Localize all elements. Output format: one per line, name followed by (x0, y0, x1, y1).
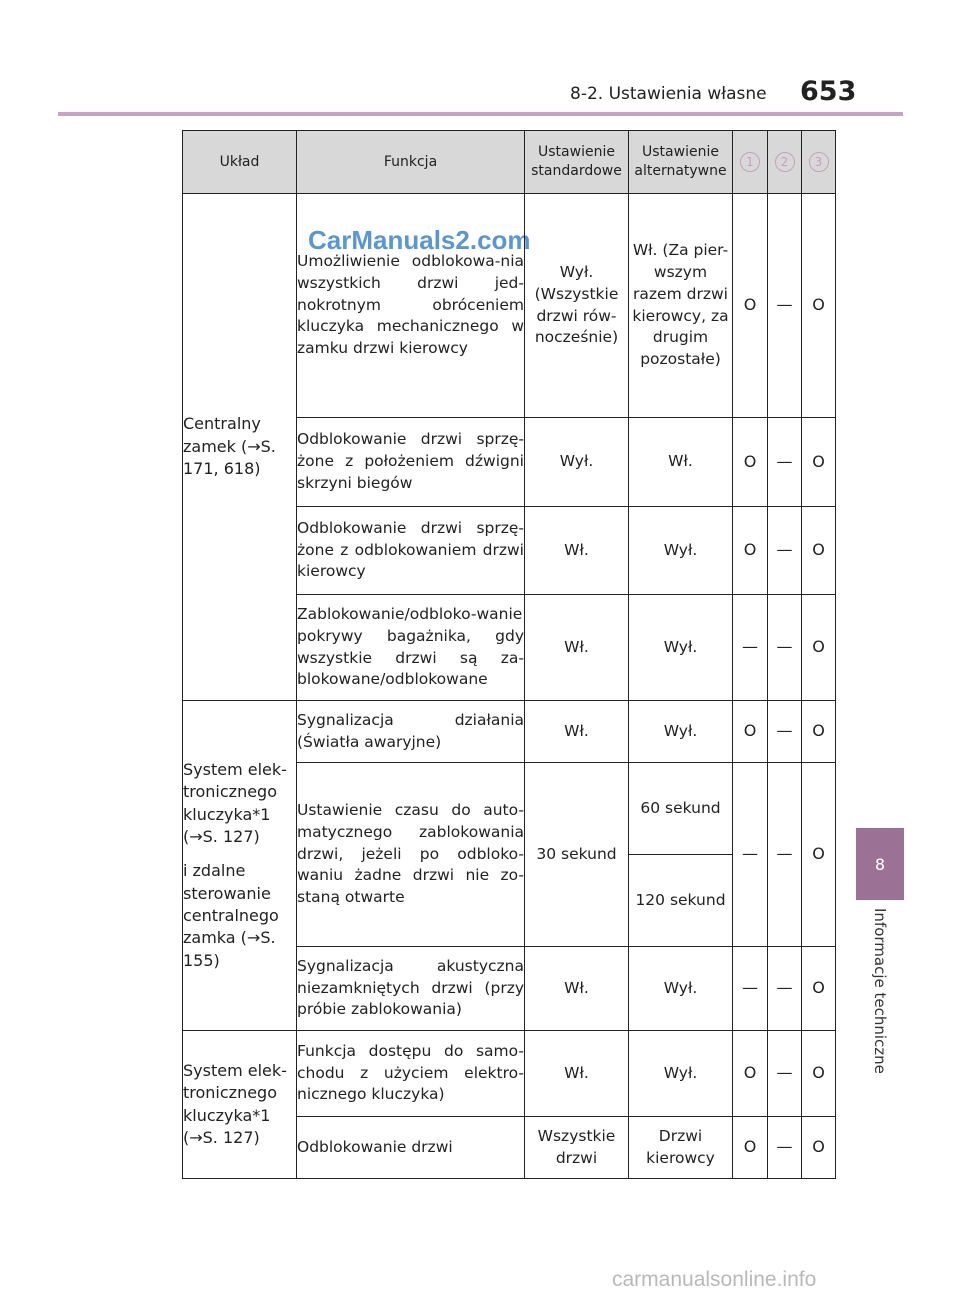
function-cell: Sygnalizacja działania (Światła awaryjne) (297, 701, 525, 763)
alternative-cell: Wył. (629, 701, 733, 763)
system-label: i zdalne sterowanie centralnego zamka (→S. 155) (183, 861, 279, 970)
mark-cell: — (733, 947, 768, 1031)
default-cell: Wł. (525, 507, 629, 595)
header-standard: Ustawienie standardowe (525, 131, 629, 194)
alternative-cell: Wył. (629, 595, 733, 701)
chapter-label: Informacje techniczne (871, 908, 889, 1074)
circled-3-icon: 3 (809, 152, 829, 172)
alternative-cell: Wł. (Za pier-wszym razem drzwi kierowcy, za drugim pozostałe) (629, 194, 733, 418)
function-cell: Ustawienie czasu do auto-matycznego zablokowania drzwi, jeżeli po odbloko-waniu żadne drzwi nie zo-staną otwarte (297, 763, 525, 947)
mark-cell: — (768, 1117, 802, 1179)
mark-cell: O (802, 595, 836, 701)
alternative-cell: Drzwi kierowcy (629, 1117, 733, 1179)
chapter-number: 8 (874, 854, 886, 874)
table-row (183, 1031, 836, 1117)
alternative-cell: Wył. (629, 507, 733, 595)
alternative-cell: Wył. (629, 947, 733, 1031)
mark-cell: O (802, 701, 836, 763)
function-cell: Funkcja dostępu do samo-chodu z użyciem elektro-nicznego kluczyka) (297, 1031, 525, 1117)
mark-cell: O (802, 1031, 836, 1117)
header-rule (58, 112, 903, 116)
function-cell: Odblokowanie drzwi sprzę-żone z odblokowaniem drzwi kierowcy (297, 507, 525, 595)
function-cell: Sygnalizacja akustyczna niezamkniętych drzwi (przy próbie zablokowania) (297, 947, 525, 1031)
mark-cell: O (802, 763, 836, 947)
alternative-cell: Wł. (629, 418, 733, 507)
mark-cell: O (802, 1117, 836, 1179)
mark-cell: O (802, 418, 836, 507)
system-cell: Centralny zamek (→S. 171, 618) (183, 194, 297, 701)
default-cell: Wył. (Wszystkie drzwi rów-nocześnie) (525, 194, 629, 418)
default-cell: Wł. (525, 701, 629, 763)
mark-cell: — (768, 194, 802, 418)
function-cell: Zablokowanie/odbloko-wanie pokrywy bagażnika, gdy wszystkie drzwi są za-blokowane/odblokowane (297, 595, 525, 701)
mark-cell: O (733, 1117, 768, 1179)
header-col2 (768, 131, 802, 194)
circled-2-icon: 2 (775, 152, 795, 172)
alternative-cell: 60 sekund (629, 763, 733, 855)
alternative-cell: 120 sekund (629, 855, 733, 947)
mark-cell: — (733, 595, 768, 701)
default-cell: Wł. (525, 595, 629, 701)
circled-1-icon: 1 (740, 152, 760, 172)
mark-cell: O (733, 507, 768, 595)
function-cell: Odblokowanie drzwi sprzę-żone z położeniem dźwigni skrzyni biegów (297, 418, 525, 507)
mark-cell: O (802, 507, 836, 595)
chapter-tab (856, 828, 904, 900)
mark-cell: — (733, 763, 768, 947)
table-row (183, 194, 836, 418)
header-col3 (802, 131, 836, 194)
mark-cell: O (733, 418, 768, 507)
settings-table (182, 130, 836, 1179)
mark-cell: — (768, 507, 802, 595)
mark-cell: O (733, 194, 768, 418)
function-cell: Umożliwienie odblokowa-nia wszystkich drzwi jed-nokrotnym obróceniem kluczyka mechanicznego w zamku drzwi kierowcy (297, 194, 525, 418)
mark-cell: O (733, 1031, 768, 1117)
watermark: CarManuals2.com (308, 225, 531, 255)
alternative-cell: Wył. (629, 1031, 733, 1117)
section-title: 8-2. Ustawienia własne (570, 84, 767, 104)
footer-watermark: carmanualsonline.info (612, 1268, 817, 1291)
default-cell: 30 sekund (525, 763, 629, 947)
mark-cell: — (768, 701, 802, 763)
default-cell: Wł. (525, 947, 629, 1031)
mark-cell: O (733, 701, 768, 763)
page-number: 653 (800, 76, 857, 107)
system-cell (183, 701, 297, 1031)
header-uklad: Układ (183, 131, 297, 194)
mark-cell: — (768, 418, 802, 507)
default-cell: Wł. (525, 1031, 629, 1117)
header-funkcja: Funkcja (297, 131, 525, 194)
mark-cell: — (768, 1031, 802, 1117)
header-alternative: Ustawienie alternatywne (629, 131, 733, 194)
table-row (183, 701, 836, 763)
mark-cell: — (768, 763, 802, 947)
mark-cell: — (768, 947, 802, 1031)
default-cell: Wszystkie drzwi (525, 1117, 629, 1179)
header-col1 (733, 131, 768, 194)
system-cell: System elek-tronicznego kluczyka*1 (→S. 127) (183, 1031, 297, 1179)
default-cell: Wył. (525, 418, 629, 507)
system-label: System elek-tronicznego kluczyka*1 (→S. 127) (183, 759, 287, 846)
function-cell: Odblokowanie drzwi (297, 1117, 525, 1179)
mark-cell: O (802, 194, 836, 418)
table-header-row (183, 131, 836, 194)
mark-cell: O (802, 947, 836, 1031)
mark-cell: — (768, 595, 802, 701)
